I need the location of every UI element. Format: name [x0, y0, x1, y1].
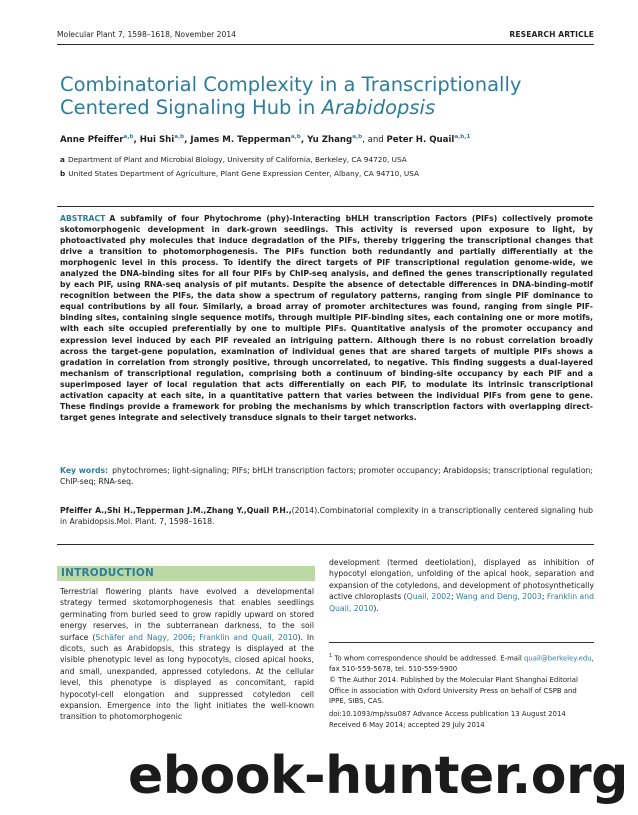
keywords-text: phytochromes; light-signaling; PIFs; bHLH transcription factors; promoter occupancy; Arabidopsis; transcriptional regulation; ChIP-seq; RNA-seq. [60, 466, 593, 487]
journal-header: Molecular Plant 7, 1598–1618, November 2014 [57, 30, 236, 39]
reference-link[interactable]: Wang and Deng, 2003 [456, 592, 542, 602]
abstract-text: A subfamily of four Phytochrome (phy)-Interacting bHLH transcription Factors (PIFs) collectively promote skotomorphogenic development in dark-grown seedlings. This activity is reversed upon exposure to light, by photoactivated phy molecules that induce degradation of the PIFs, thereby triggering the transcriptional changes that drive a transition to photomorphogenesis. The PIFs function both redundantly and partially differentially at the morphogenic level in this process. To identify the direct targets of PIF transcriptional regulation genome-wide, we analyzed the DNA-binding sites for all four PIFs by ChIP-seq analysis, and defined the genes transcriptionally regulated by each PIF, using RNA-seq analysis of pif mutants. Despite the absence of detectable differences in DNA-binding-motif recognition between the PIFs, the data show a spectrum of regulatory patterns, ranging from single PIF dominance to equal contributions by all four. Similarly, a broad array of promoter architectures was found, ranging from single PIF-binding sites, containing single sequence motifs, through multiple PIF-binding sites, each containing one or more motifs, with each site occupied preferentially by one to multiple PIFs. Quantitative analysis of the promoter occupancy and expression level induced by each PIF revealed an intriguing pattern. Although there is no robust correlation broadly across the target-gene population, examination of individual genes that are shared targets of multiple PIFs shows a gradation in correlation from strongly positive, through uncorrelated, to negative. This finding suggests a dual-layered mechanism of transcriptional regulation, comprising both a continuum of binding-site occupancy by each PIF and a superimposed layer of local regulation that acts differentially on each PIF, to modulate its intrinsic transcriptional activation capacity at each site, in a quantitative pattern that varies between the individual PIFs from gene to gene. These findings provide a framework for probing the mechanisms by which transcription factors with overlapping direct-target genes integrate and selectively transduce signals to their target networks. [60, 214, 593, 422]
citation-text: (2014).Combinatorial complexity in a transcriptionally centered signaling hub in Arabidopsis.Mol. Plant. 7, 1598–1618. [60, 506, 593, 527]
affiliation-b [60, 169, 419, 178]
affiliation-label: a [60, 155, 65, 164]
correspondence-footnote [329, 651, 594, 674]
intro-text: development (termed deetiolation), displayed as inhibition of hypocotyl elongation, unfolding of the apical hook, separation and expansion of the cotyledons, and development of photosynthetically active chloroplasts ( [329, 558, 594, 602]
author-separator: , [300, 134, 308, 145]
copyright-footnote: © The Author 2014. Published by the Molecular Plant Shanghai Editorial Office in association with Oxford University Press on behalf of CSPB and IPPE, SIBS, CAS. [329, 676, 578, 705]
author-name: Hui Shi [139, 134, 175, 145]
author-separator: , [133, 134, 140, 145]
reference-link[interactable]: Franklin and Quail, 2010 [199, 632, 298, 642]
introduction-right-column [329, 557, 594, 614]
intro-text: ; [451, 592, 457, 602]
reference-link[interactable]: Franklin and Quail, 2010 [329, 592, 594, 613]
article-title [60, 73, 580, 119]
article-type-label: RESEARCH ARTICLE [509, 30, 594, 39]
author-affiliation-marker: a,b [290, 134, 301, 140]
author-name: Yu Zhang [307, 134, 353, 145]
author-name: Peter H. Quail [386, 134, 455, 145]
keywords [60, 465, 593, 487]
reference-link[interactable]: Schäfer and Nagy, 2006 [95, 632, 193, 642]
title-main: Combinatorial Complexity in a Transcriptionally Centered Signaling Hub in [60, 73, 522, 119]
title-italic: Arabidopsis [321, 96, 436, 119]
footnote-text: To whom correspondence should be addressed. E-mail [334, 654, 525, 663]
affiliation-text: Department of Plant and Microbial Biology, University of California, Berkeley, CA 94720, USA [67, 155, 407, 164]
author-affiliation-marker: a,b [123, 134, 134, 140]
citation-bottom-rule [57, 544, 594, 545]
keywords-label: Key words: [60, 466, 109, 475]
citation-authors: Pfeiffer A.,Shi H.,Tepperman J.M.,Zhang Y.,Quail P.H., [60, 506, 292, 515]
received-line: Received 6 May 2014; accepted 29 July 2014 [329, 721, 485, 729]
intro-text: Terrestrial flowering plants have evolved a developmental strategy termed skotomorphogenesis that enables seedlings germinating from buried seed to grow rapidly upward on stored energy reserves, in the subterranean darkness, to the soil surface ( [60, 587, 314, 642]
author-affiliation-marker: a,b,1 [454, 134, 471, 140]
intro-text: ). [373, 603, 379, 613]
introduction-left-column [60, 586, 314, 723]
citation [60, 505, 593, 527]
author-list [60, 134, 470, 145]
affiliation-label: b [60, 169, 66, 178]
author-affiliation-marker: a,b [352, 134, 363, 140]
abstract [60, 213, 593, 423]
header-rule [57, 44, 594, 45]
reference-link[interactable]: Quail, 2002 [406, 592, 451, 602]
footnote-rule [329, 642, 594, 643]
intro-text: ; [192, 632, 200, 642]
abstract-label: ABSTRACT [60, 214, 106, 223]
watermark: ebook-hunter.org [128, 746, 628, 806]
affiliation-a [60, 155, 407, 164]
doi-line: doi:10.1093/mp/ssu087 Advance Access publication 13 August 2014 [329, 710, 566, 718]
author-affiliation-marker: a,b [174, 134, 185, 140]
affiliation-text: United States Department of Agriculture, Plant Gene Expression Center, Albany, CA 94710, USA [68, 169, 420, 178]
email-link[interactable]: quail@berkeley.edu [524, 654, 592, 663]
abstract-top-rule [57, 206, 594, 207]
introduction-heading: INTRODUCTION [61, 567, 154, 579]
intro-text: ). In dicots, such as Arabidopsis, this strategy is displayed at the visible phenotypic level as long hypocotyls, closed apical hooks, and small, unexpanded, appressed cotyledons. At the cellular level, this phenotype is displayed as concomitant, rapid hypocotyl-cell elongation and suppressed cotyledon cell expansion. Emergence into the light initiates the well-known transition to photomorphogenic [60, 632, 314, 722]
author-separator: , and [362, 134, 387, 145]
intro-text: ; [541, 592, 547, 602]
footnote-text: , fax 510-559-5678, tel. 510-559-5900 [329, 654, 594, 673]
author-separator: , [184, 134, 191, 145]
author-name: Anne Pfeiffer [60, 134, 124, 145]
author-name: James M. Tepperman [190, 134, 291, 145]
footnote-marker: 1 [329, 653, 333, 659]
